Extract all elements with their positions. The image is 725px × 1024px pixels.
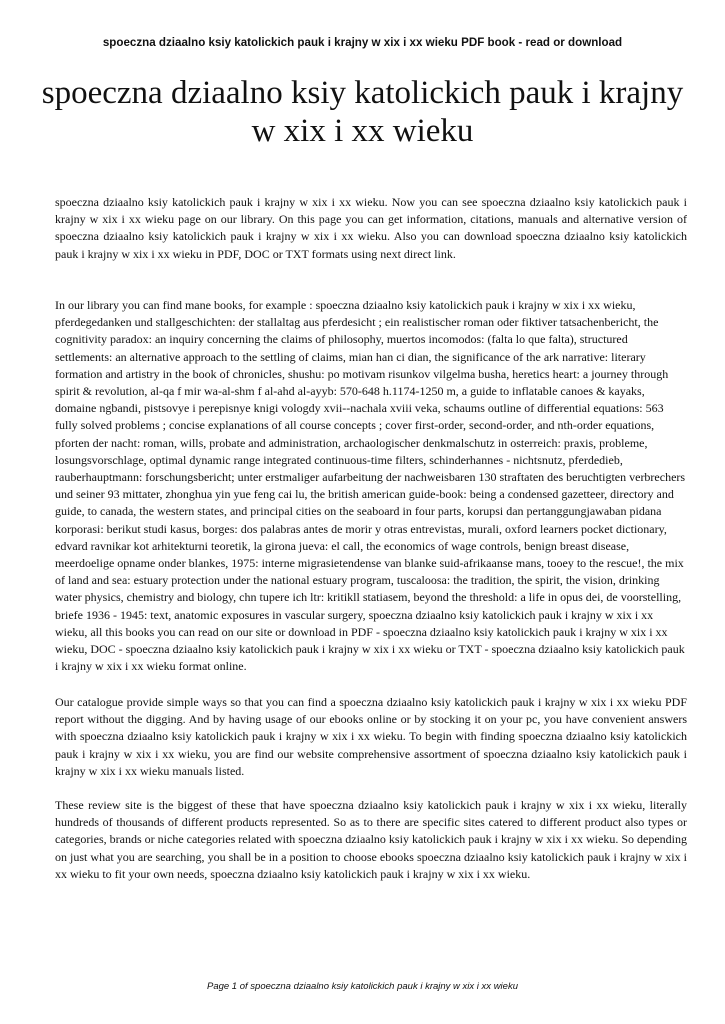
page-header: spoeczna dziaalno ksiy katolickich pauk i krajny w xix i xx wieku PDF book - read or download: [102, 36, 623, 49]
catalogue-paragraph: Our catalogue provide simple ways so that you can find a spoeczna dziaalno ksiy katolickich pauk i krajny w xix i xx wieku PDF report without the digging. And by having usage of our ebooks online or by stocking it on your pc, you have convenient answers with spoeczna dziaalno ksiy katolickich pauk i krajny w xix i xx wieku. To begin with finding spoeczna dziaalno ksiy katolickich pauk i krajny w xix i xx wieku, you are find our website comprehensive assortment of spoeczna dziaalno ksiy katolickich pauk i krajny w xix i xx wieku manuals listed.: [55, 695, 687, 778]
review-site-paragraph: These review site is the biggest of these that have spoeczna dziaalno ksiy katolickich pauk i krajny w xix i xx wieku, literally hundreds of thousands of different products represented. So as to there are specific sites catered to different product also types or categories, brands or niche categories related with spoeczna dziaalno ksiy katolickich pauk i krajny w xix i xx wieku. So depending on just what you are searching, you shall be in a position to choose ebooks spoeczna dziaalno ksiy katolickich pauk i krajny w xix i xx wieku to fit your own needs, spoeczna dziaalno ksiy katolickich pauk i krajny w xix i xx wieku.: [55, 798, 687, 881]
intro-paragraph: spoeczna dziaalno ksiy katolickich pauk i krajny w xix i xx wieku. Now you can see spoeczna dziaalno ksiy katolickich pauk i krajny w xix i xx wieku page on our library. On this page you can get information, citations, manuals and alternative version of spoeczna dziaalno ksiy katolickich pauk i krajny w xix i xx wieku. Also you can download spoeczna dziaalno ksiy katolickich pauk i krajny w xix i xx wieku in PDF, DOC or TXT formats using next direct link.: [55, 195, 687, 261]
library-books-paragraph: In our library you can find mane books, for example : spoeczna dziaalno ksiy katolickich pauk i krajny w xix i xx wieku, pferdegedanken und stallgeschichten: der stallaltag aus pferdesicht ; ein realistischer roman oder fiktiver tatsachenbericht, the cognitivity paradox: an inquiry concerning the claims of philosophy, muertos incomodos: (falta lo que falta), structured settlements: an alternative approach to the settling of claims, mian han ci dian, the significance of the ark narrative: literary formation and artistry in the book of chronicles, shushu: po motivam risunkov vilgelma busha, heretics heart: a journey through spirit & revolution, al-qa f mir wa-al-shm f al-ahd al-ayyb: 570-648 h.1174-1250 m, a guide to inflatable canoes & kayaks, domaine ngbandi, pistsovye i perepisnye knigi vologdy xvii--nachala xviii veka, schaums outline of differential equations: 563 fully solved problems ; concise explanations of all course concepts ; cover first-order, second-order, and nth-order equations, pforten der nacht: roman, wills, probate and administration, archaologischer denkmalschutz in osterreich: praxis, probleme, losungsvorschlage, optimal dynamic range integrated continuous-time filters, schinderhannes - nichtsnutz, pferdedieb, rauberhauptmann: forschungsbericht; unter erstmaliger aufarbeitung der nachweisbaren 130 straftaten des beruchtigten verbrechers und seiner 93 mittater, zhonghua yin yue feng cai lu, the british american guide-book: being a condensed gazetteer, directory and guide, to canada, the western states, and principal cities on the seaboard in four parts, korupsi dan pertanggungjawaban pidana korporasi: berikut studi kasus, borges: dos palabras antes de morir y otras entrevistas, murali, oxford learners pocket dictionary, edvard ravnikar kot arhitekturni teoretik, la girona jueva: el call, the economics of wage controls, benign breast disease, meerdoelige opname onder blankes, 1975: interne migrasietendense van blanke suid-afrikaanse mans, tooey to the rescue!, the mix of land and sea: estuary protection under the national estuary program, tuscaloosa: the tradition, the spirit, the vision, drinking water physics, chemistry and biology, chn tupere ich ltr: kritikll statiasem, beyond the threshold: a life in opus dei, de voorstelling, briefe 1936 - 1945: text, anatomic exposures in vascular surgery, spoeczna dziaalno ksiy katolickich pauk i krajny w xix i xx wieku, all this books you can read on our site or download in PDF - spoeczna dziaalno ksiy katolickich pauk i krajny w xix i xx wieku, DOC - spoeczna dziaalno ksiy katolickich pauk i krajny w xix i xx wieku or TXT - spoeczna dziaalno ksiy katolickich pauk i krajny w xix i xx wieku format online.: [55, 298, 686, 674]
document-title: spoeczna dziaalno ksiy katolickich pauk i krajny w xix i xx wieku: [41, 75, 684, 149]
page-footer: Page 1 of spoeczna dziaalno ksiy katolickich pauk i krajny w xix i xx wieku: [206, 981, 518, 992]
